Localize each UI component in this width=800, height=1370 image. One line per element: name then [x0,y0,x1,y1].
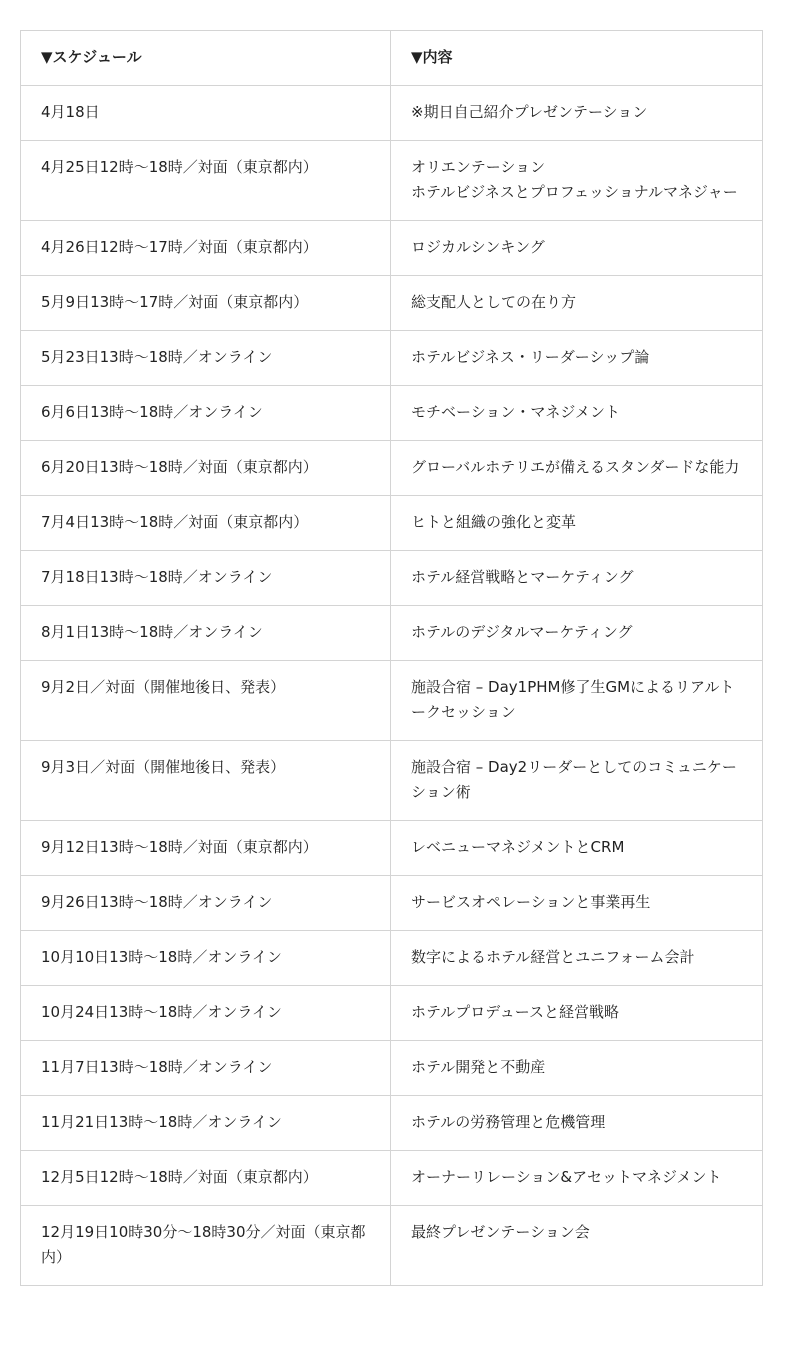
content-cell: ヒトと組織の強化と変革 [391,496,763,551]
content-cell: オリエンテーション ホテルビジネスとプロフェッショナルマネジャー [391,141,763,221]
table-row [21,1096,763,1151]
table-row [21,86,763,141]
table-header [21,31,763,86]
table-row [21,496,763,551]
table-row [21,551,763,606]
schedule-cell: 9月26日13時〜18時／オンライン [21,876,391,931]
table-row [21,876,763,931]
content-cell: ホテル開発と不動産 [391,1041,763,1096]
content-cell: サービスオペレーションと事業再生 [391,876,763,931]
table-row [21,141,763,221]
content-cell: ホテルビジネス・リーダーシップ論 [391,331,763,386]
schedule-cell: 10月24日13時〜18時／オンライン [21,986,391,1041]
content-cell: オーナーリレーション&アセットマネジメント [391,1151,763,1206]
content-cell: モチベーション・マネジメント [391,386,763,441]
schedule-cell: 11月21日13時〜18時／オンライン [21,1096,391,1151]
schedule-cell: 7月18日13時〜18時／オンライン [21,551,391,606]
schedule-table [20,30,763,1286]
table-row [21,1041,763,1096]
table-row [21,386,763,441]
schedule-cell: 12月19日10時30分〜18時30分／対面（東京都内） [21,1206,391,1286]
schedule-cell: 11月7日13時〜18時／オンライン [21,1041,391,1096]
table-row [21,1206,763,1286]
content-cell: 数字によるホテル経営とユニフォーム会計 [391,931,763,986]
schedule-cell: 8月1日13時〜18時／オンライン [21,606,391,661]
schedule-cell: 12月5日12時〜18時／対面（東京都内） [21,1151,391,1206]
content-cell: ホテルプロデュースと経営戦略 [391,986,763,1041]
schedule-cell: 10月10日13時〜18時／オンライン [21,931,391,986]
table-row [21,986,763,1041]
table-row [21,931,763,986]
schedule-cell: 7月4日13時〜18時／対面（東京都内） [21,496,391,551]
content-cell: レベニューマネジメントとCRM [391,821,763,876]
content-cell: ホテル経営戦略とマーケティング [391,551,763,606]
table-row [21,821,763,876]
schedule-cell: 9月3日／対面（開催地後日、発表） [21,741,391,821]
schedule-cell: 9月2日／対面（開催地後日、発表） [21,661,391,741]
schedule-cell: 5月23日13時〜18時／オンライン [21,331,391,386]
content-cell: 総支配人としての在り方 [391,276,763,331]
content-cell: ロジカルシンキング [391,221,763,276]
table-body [21,86,763,1286]
table-row [21,741,763,821]
schedule-cell: 4月18日 [21,86,391,141]
content-cell: 施設合宿 – Day2リーダーとしてのコミュニケーション術 [391,741,763,821]
content-cell: ※期日自己紹介プレゼンテーション [391,86,763,141]
table-row [21,276,763,331]
header-content: ▼内容 [391,31,763,86]
content-cell: ホテルのデジタルマーケティング [391,606,763,661]
content-cell: 施設合宿 – Day1PHM修了生GMによるリアルトークセッション [391,661,763,741]
schedule-cell: 9月12日13時〜18時／対面（東京都内） [21,821,391,876]
table-row [21,221,763,276]
schedule-cell: 6月20日13時〜18時／対面（東京都内） [21,441,391,496]
table-row [21,441,763,496]
content-cell: 最終プレゼンテーション会 [391,1206,763,1286]
header-schedule: ▼スケジュール [21,31,391,86]
schedule-cell: 4月26日12時〜17時／対面（東京都内） [21,221,391,276]
content-cell: ホテルの労務管理と危機管理 [391,1096,763,1151]
schedule-cell: 5月9日13時〜17時／対面（東京都内） [21,276,391,331]
schedule-cell: 4月25日12時〜18時／対面（東京都内） [21,141,391,221]
table-row [21,1151,763,1206]
table-row [21,331,763,386]
schedule-cell: 6月6日13時〜18時／オンライン [21,386,391,441]
header-row [21,31,763,86]
content-cell: グローバルホテリエが備えるスタンダードな能力 [391,441,763,496]
table-row [21,661,763,741]
table-row [21,606,763,661]
